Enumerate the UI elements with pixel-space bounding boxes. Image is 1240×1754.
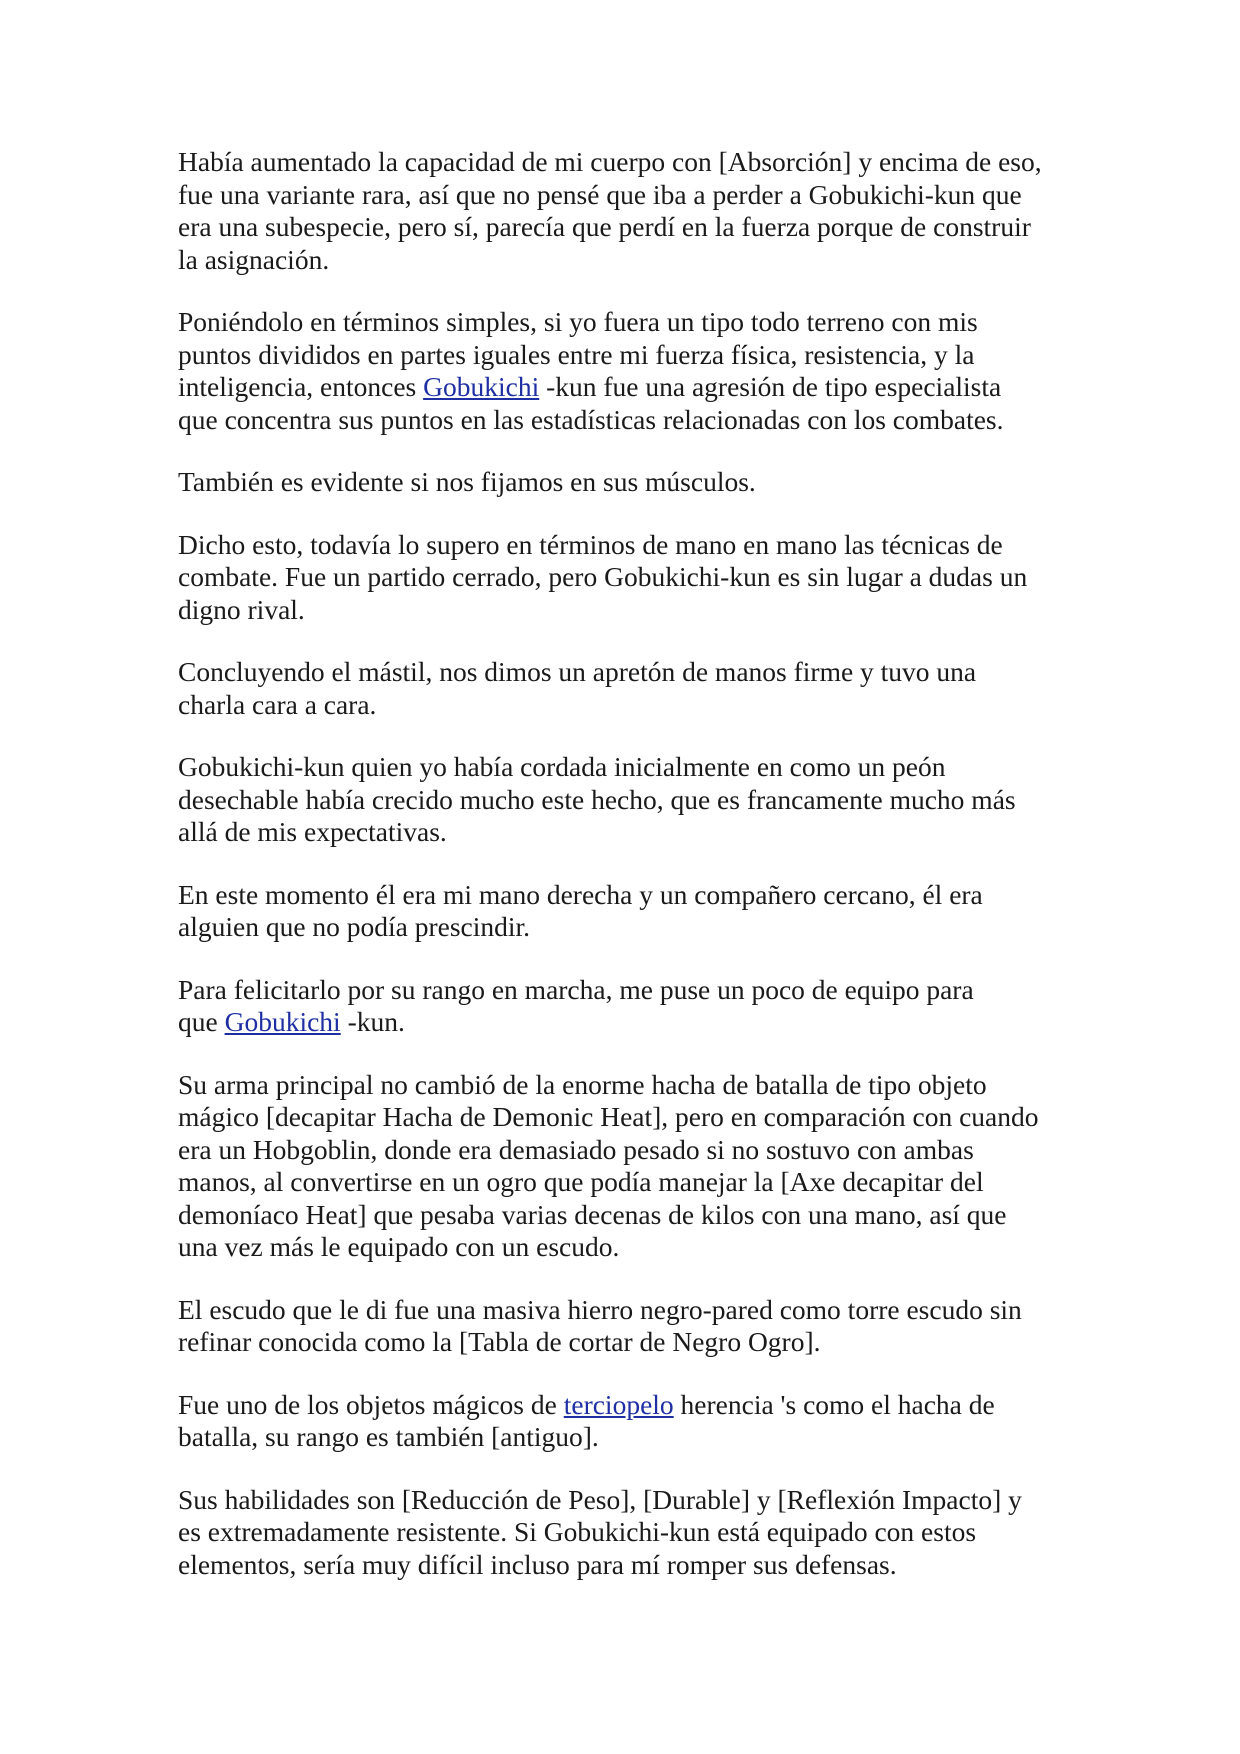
paragraph-line: digno rival. xyxy=(178,593,305,625)
paragraph-line: manos, al convertirse en un ogro que podía manejar la [Axe decapitar del xyxy=(178,1166,984,1197)
paragraph-6 xyxy=(178,751,1078,849)
terciopelo-link[interactable]: terciopelo xyxy=(563,1388,674,1420)
gobukichi-link[interactable]: Gobukichi xyxy=(423,371,540,402)
paragraph-line: que concentra sus puntos en las estadísticas relacionadas con los combates. xyxy=(178,403,1004,435)
paragraph-line: Para felicitarlo por su rango en marcha, me puse un poco de equipo para xyxy=(178,973,974,1005)
paragraph-1 xyxy=(178,146,1078,276)
paragraph-line: fue una variante rara, así que no pensé que iba a perder a Gobukichi-kun que xyxy=(178,178,1022,210)
paragraph-line: una vez más le equipado con un escudo. xyxy=(178,1231,620,1262)
paragraph-line: refinar conocida como la [Tabla de cortar de Negro Ogro]. xyxy=(178,1326,821,1357)
paragraph-line: alguien que no podía prescindir. xyxy=(178,911,531,942)
paragraph-text: que xyxy=(178,1006,225,1037)
paragraph-line: Dicho esto, todavía lo supero en términos de mano en mano las técnicas de xyxy=(178,528,1003,560)
paragraph-line: era una subespecie, pero sí, parecía que perdí en la fuerza porque de construir xyxy=(178,211,1031,242)
paragraph-line: desechable había crecido mucho este hecho, que es francamente mucho más xyxy=(178,783,1016,815)
paragraph-3 xyxy=(178,466,1078,499)
paragraph-4 xyxy=(178,529,1078,627)
paragraph-line: Gobukichi-kun quien yo había cordada inicialmente en como un peón xyxy=(178,751,946,782)
paragraph-line: mágico [decapitar Hacha de Demonic Heat], pero en comparación con cuando xyxy=(178,1101,1039,1132)
paragraph-line: puntos divididos en partes iguales entre mi fuerza física, resistencia, y la xyxy=(178,338,975,370)
paragraph-line: También es evidente si nos fijamos en sus músculos. xyxy=(178,466,756,497)
paragraph-10 xyxy=(178,1294,1078,1359)
paragraph-text: -kun. xyxy=(340,1006,405,1037)
paragraph-line: batalla, su rango es también [antiguo]. xyxy=(178,1421,599,1452)
paragraph-line: allá de mis expectativas. xyxy=(178,816,447,847)
paragraph-line: elementos, sería muy difícil incluso para mí romper sus defensas. xyxy=(178,1548,897,1580)
document-body xyxy=(178,146,1078,1611)
gobukichi-link[interactable]: Gobukichi xyxy=(224,1006,341,1037)
paragraph-line: En este momento él era mi mano derecha y un compañero cercano, él era xyxy=(178,878,983,910)
paragraph-text: -kun fue una agresión de tipo especialista xyxy=(539,371,1002,402)
paragraph-line: Su arma principal no cambió de la enorme hacha de batalla de tipo objeto xyxy=(178,1068,987,1100)
paragraph-line: demoníaco Heat] que pesaba varias decenas de kilos con una mano, así que xyxy=(178,1198,1007,1230)
paragraph-line: Poniéndolo en términos simples, si yo fuera un tipo todo terreno con mis xyxy=(178,306,978,337)
paragraph-2 xyxy=(178,306,1078,436)
paragraph-text: inteligencia, entonces xyxy=(178,371,424,402)
paragraph-5 xyxy=(178,656,1078,721)
paragraph-9 xyxy=(178,1069,1078,1264)
paragraph-12 xyxy=(178,1484,1078,1582)
paragraph-line: Sus habilidades son [Reducción de Peso], [Durable] y [Reflexión Impacto] y xyxy=(178,1483,1022,1515)
paragraph-line: la asignación. xyxy=(178,243,330,275)
paragraph-8 xyxy=(178,974,1078,1039)
paragraph-text: Fue uno de los objetos mágicos de xyxy=(178,1388,564,1420)
paragraph-line: charla cara a cara. xyxy=(178,688,377,720)
paragraph-line: Concluyendo el mástil, nos dimos un apretón de manos firme y tuvo una xyxy=(178,656,977,687)
paragraph-line: es extremadamente resistente. Si Gobukichi-kun está equipado con estos xyxy=(178,1516,977,1547)
paragraph-line: El escudo que le di fue una masiva hierro negro-pared como torre escudo sin xyxy=(178,1293,1022,1325)
paragraph-11 xyxy=(178,1389,1078,1454)
paragraph-line: combate. Fue un partido cerrado, pero Gobukichi-kun es sin lugar a dudas un xyxy=(178,561,1028,592)
paragraph-7 xyxy=(178,879,1078,944)
paragraph-line: era un Hobgoblin, donde era demasiado pesado si no sostuvo con ambas xyxy=(178,1133,974,1165)
paragraph-text: herencia 's como el hacha de xyxy=(673,1388,995,1420)
paragraph-line: Había aumentado la capacidad de mi cuerpo con [Absorción] y encima de eso, xyxy=(178,146,1042,177)
